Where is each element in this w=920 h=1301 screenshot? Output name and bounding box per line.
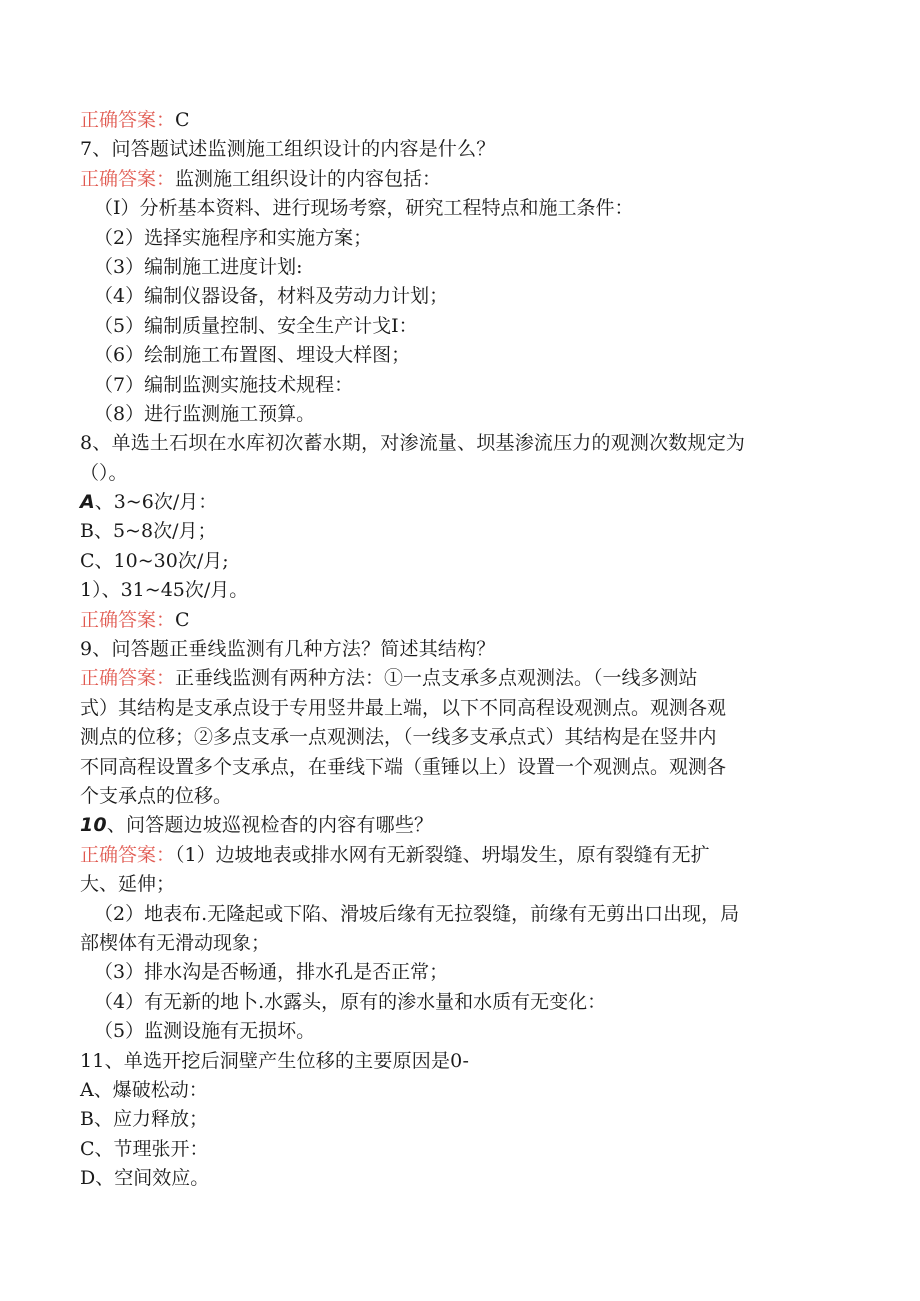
- option-d: [80, 576, 840, 605]
- answer-label: 正确答案：: [80, 109, 176, 131]
- answer-line-q7: [80, 165, 840, 194]
- option-prefix: A: [80, 491, 95, 514]
- option-text: 、3~6次/月：: [94, 491, 218, 514]
- document-page: [80, 106, 840, 1193]
- answer-label: 正确答案：: [80, 167, 176, 190]
- answer-continuation: 个支承点的位移。: [80, 784, 233, 807]
- list-item: （5）监测设施有无损坏。: [94, 1020, 316, 1043]
- answer-continuation: 大、延伸；: [80, 873, 176, 896]
- question-8-line-1: 8、单选土石坝在水库初次蓄水期，对渗流量、坝基渗流压力的观测次数规定为: [80, 432, 746, 455]
- list-item: （6）绘制施工布置图、埋设大样图；: [94, 344, 411, 367]
- list-item: （3）编制施工进度计划:: [94, 255, 303, 278]
- list-item: （2）地表布.无隆起或下陷、滑坡后缘有无拉裂缝，前缘有无剪出口出现，局: [94, 902, 740, 925]
- answer-line-q8: [80, 606, 840, 635]
- answer-label: 正确答案：: [80, 608, 176, 631]
- answer-continuation: 测点的位移；②多点支承一点观测法，（一线多支承点式）其结构是在竖井内: [80, 726, 717, 749]
- option-d: D、空间效应。: [80, 1167, 210, 1190]
- option-b: B、应力释放；: [80, 1108, 208, 1131]
- question-text: 、问答题边坡巡视检杳的内容有哪些？: [106, 814, 434, 837]
- list-item: （7）编制监测实施技术规程：: [94, 373, 354, 396]
- answer-text: 正垂线监测有两种方法：①一点支承多点观测法。（一线多测站: [175, 667, 698, 690]
- option-c: [80, 547, 840, 576]
- list-item: （8）进行监测施工预算。: [94, 402, 316, 425]
- question-8-line-2: （）。: [80, 461, 128, 484]
- list-item: （2）选择实施程序和实施方案；: [94, 226, 373, 249]
- question-number: 10: [80, 814, 107, 837]
- list-item-continuation: 部楔体有无滑动现象；: [80, 931, 271, 954]
- option-prefix: 1: [80, 579, 93, 602]
- question-9: 9、问答题正垂线监测有几种方法？简述其结构？: [80, 638, 496, 661]
- answer-label: 正确答案：: [80, 667, 176, 690]
- list-item: （3）排水沟是否畅通，排水孔是否正常；: [94, 961, 449, 984]
- answer-text: 监测施工组织设计的内容包括：: [175, 167, 442, 190]
- option-prefix: C: [80, 549, 95, 572]
- list-item: （5）编制质量控制、安全生产计戈I：: [94, 314, 418, 337]
- answer-label: 正确答案：: [80, 843, 176, 866]
- option-a: [80, 488, 840, 517]
- option-b: [80, 517, 840, 546]
- list-item: （I）分析基本资料、进行现场考察，研究工程特点和施工条件：: [94, 197, 634, 220]
- question-7: 7、问答题试述监测施工组织设计的内容是什么？: [80, 138, 496, 161]
- answer-continuation: 式）其结构是支承点设于专用竖井最上端，以下不同高程设观测点。观测各观: [80, 696, 727, 719]
- list-item: （4）编制仪器设备，材料及劳动力计划；: [94, 285, 449, 308]
- option-a: A、爆破松动：: [80, 1078, 208, 1101]
- option-c: C、节理张开：: [80, 1137, 209, 1160]
- question-10: [80, 811, 840, 840]
- question-11: 11、单选开挖后洞壁产生位移的主要原因是0-: [80, 1049, 470, 1072]
- option-text: 、10~30次/月;: [94, 549, 229, 572]
- option-prefix: B: [80, 520, 94, 543]
- answer-line-q6: [80, 106, 840, 135]
- answer-value: C: [175, 608, 190, 631]
- list-item: （4）有无新的地卜.水露头，原有的渗水量和水质有无变化：: [94, 990, 607, 1013]
- answer-continuation: 不同高程设置多个支承点，在垂线下端（重锤以上）设置一个观测点。观测各: [80, 755, 727, 778]
- answer-line-q9: [80, 664, 840, 693]
- answer-line-q10: [80, 841, 840, 870]
- answer-value: C: [175, 109, 190, 131]
- option-text: ）、31~45次/月。: [92, 579, 249, 602]
- answer-text: （1）边坡地表或排水网有无新裂缝、坍塌发生，原有裂缝有无扩: [175, 843, 710, 866]
- option-text: 、5~8次/月；: [93, 520, 217, 543]
